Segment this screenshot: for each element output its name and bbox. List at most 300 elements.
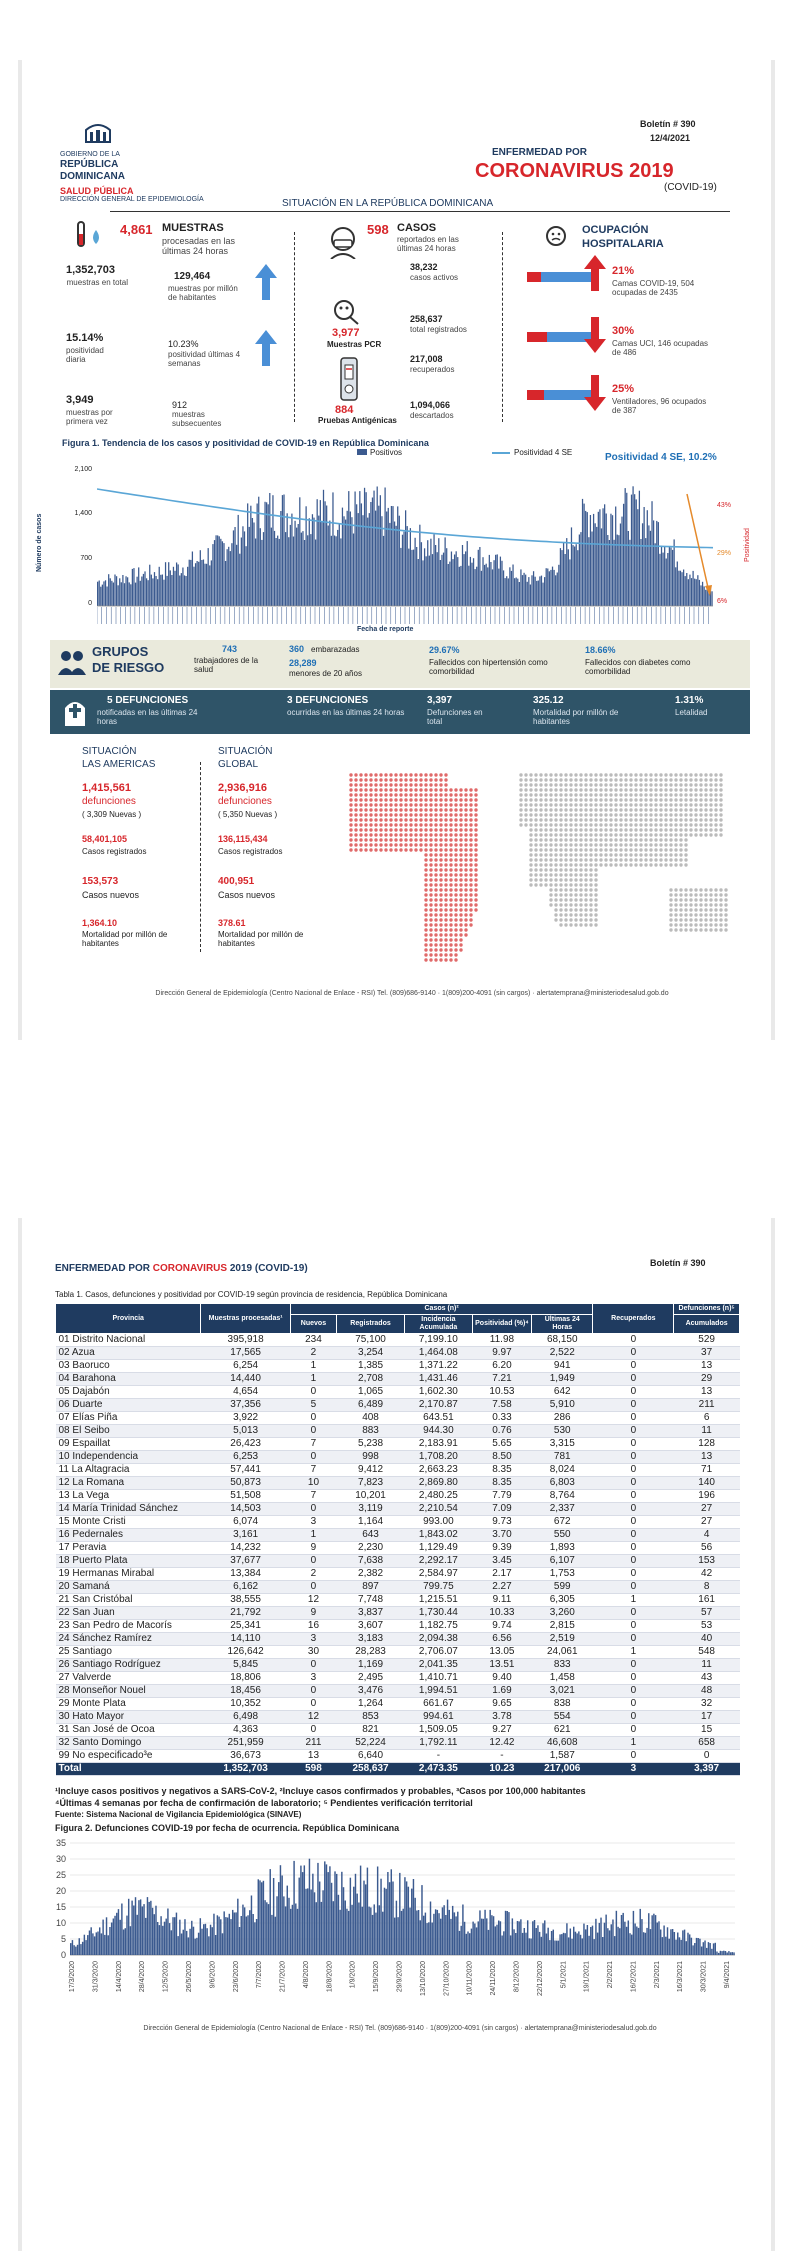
map-dot-americas — [429, 943, 432, 946]
fig1-bar — [361, 503, 362, 606]
cell-provincia: 16 Pedernales — [56, 1529, 201, 1542]
map-dot-americas — [474, 828, 477, 831]
fig1-bar — [122, 575, 123, 606]
map-dot — [714, 813, 717, 816]
map-dot — [654, 858, 657, 861]
fig1-bar — [113, 583, 114, 607]
map-dot-americas — [389, 843, 392, 846]
fig1-bar — [471, 563, 472, 606]
fig2-bar — [227, 1918, 228, 1956]
map-dot — [654, 803, 657, 806]
map-dot — [674, 893, 677, 896]
map-dot-americas — [444, 938, 447, 941]
map-dot — [684, 923, 687, 926]
cell-provincia: 29 Monte Plata — [56, 1698, 201, 1711]
americas-title2: LAS AMERICAS — [82, 759, 156, 770]
map-dot-americas — [424, 808, 427, 811]
map-dot-americas — [439, 773, 442, 776]
map-dot-americas — [374, 783, 377, 786]
map-dot — [649, 863, 652, 866]
fig2-xtick: 9/4/2021 — [724, 1961, 731, 1989]
fig2-bar — [607, 1928, 608, 1955]
map-dot — [559, 913, 562, 916]
map-dot — [579, 913, 582, 916]
map-dot — [524, 778, 527, 781]
cell-nuevos: 0 — [290, 1503, 336, 1516]
cell-positividad: 9.39 — [472, 1542, 531, 1555]
fig2-bar — [293, 1861, 294, 1955]
map-dot-americas — [384, 823, 387, 826]
fig1-bar — [364, 488, 365, 606]
map-dot-americas — [424, 803, 427, 806]
map-dot — [689, 793, 692, 796]
fig1-bar — [527, 582, 528, 606]
fig2-bar — [503, 1931, 504, 1955]
map-dot — [594, 808, 597, 811]
map-dot-americas — [409, 843, 412, 846]
map-dot — [589, 823, 592, 826]
map-dot-americas — [359, 813, 362, 816]
map-dot-americas — [364, 783, 367, 786]
cell-nuevos: 2 — [290, 1347, 336, 1360]
map-dot — [554, 888, 557, 891]
map-dot — [594, 783, 597, 786]
cell-acumulados: 548 — [674, 1646, 740, 1659]
map-dot-americas — [454, 898, 457, 901]
map-dot-americas — [459, 828, 462, 831]
casos-pcr-label: Muestras PCR — [327, 340, 382, 349]
map-dot — [544, 793, 547, 796]
map-dot — [629, 773, 632, 776]
map-dot — [559, 783, 562, 786]
map-dot — [609, 843, 612, 846]
map-dot-americas — [459, 888, 462, 891]
map-dot — [669, 913, 672, 916]
cell-acumulados: 40 — [674, 1633, 740, 1646]
map-dot-americas — [379, 793, 382, 796]
fig1-bar — [152, 578, 153, 606]
map-dot — [604, 863, 607, 866]
map-dot — [524, 793, 527, 796]
fig2-bar — [614, 1936, 615, 1955]
fig1-bar — [571, 527, 572, 606]
map-dot — [564, 798, 567, 801]
table-row — [56, 1555, 740, 1568]
map-dot — [669, 788, 672, 791]
map-dot-americas — [459, 823, 462, 826]
map-dot — [569, 808, 572, 811]
map-dot-americas — [439, 888, 442, 891]
map-dot — [679, 858, 682, 861]
map-dot-americas — [449, 908, 452, 911]
map-dot-americas — [439, 848, 442, 851]
fig1-bar — [576, 544, 577, 606]
map-dot-americas — [389, 808, 392, 811]
map-dot — [524, 783, 527, 786]
deaths-occurred-24h-label: ocurridas en las últimas 24 horas — [287, 708, 405, 717]
map-dot — [634, 783, 637, 786]
map-dot-americas — [379, 838, 382, 841]
fig2-bar — [631, 1935, 632, 1955]
fig1-bar — [392, 506, 393, 606]
fig2-bar — [583, 1924, 584, 1955]
map-dot — [594, 863, 597, 866]
casos-total-label: total registrados — [410, 325, 467, 334]
fig1-bar — [250, 506, 251, 606]
map-dot — [629, 783, 632, 786]
map-dot — [709, 773, 712, 776]
map-dot — [704, 888, 707, 891]
map-dot-americas — [369, 818, 372, 821]
map-dot — [559, 828, 562, 831]
map-dot — [574, 828, 577, 831]
cell-acumulados: 32 — [674, 1698, 740, 1711]
map-dot — [719, 773, 722, 776]
map-dot — [689, 928, 692, 931]
health-workers-count: 743 — [222, 644, 238, 654]
casos-desc: reportados en las últimas 24 horas — [397, 235, 459, 253]
map-dot-americas — [354, 783, 357, 786]
map-dot — [649, 808, 652, 811]
map-dot — [574, 853, 577, 856]
map-dot-americas — [379, 803, 382, 806]
map-dot — [594, 823, 597, 826]
fig2-bar — [165, 1919, 166, 1955]
fig1-bar — [220, 539, 221, 606]
map-dot — [554, 803, 557, 806]
map-dot — [724, 888, 727, 891]
map-dot — [559, 853, 562, 856]
map-dot — [539, 833, 542, 836]
fig2-bar — [176, 1913, 177, 1955]
map-dot — [534, 868, 537, 871]
map-dot — [574, 813, 577, 816]
cell-registrados: 3,837 — [337, 1607, 405, 1620]
map-dot — [584, 783, 587, 786]
map-dot — [679, 923, 682, 926]
fig1-bar — [410, 528, 411, 606]
total-nuevos: 598 — [290, 1763, 336, 1776]
fig2-xtick: 29/9/2020 — [396, 1961, 404, 1993]
map-dot-americas — [424, 943, 427, 946]
map-dot — [689, 798, 692, 801]
map-dot — [709, 903, 712, 906]
map-dot-americas — [474, 908, 477, 911]
map-dot-americas — [384, 813, 387, 816]
fig1-ylabel: Número de casos — [36, 513, 43, 572]
cell-positividad: 7.79 — [472, 1490, 531, 1503]
map-dot — [614, 793, 617, 796]
fig2-bar — [704, 1941, 705, 1956]
map-dot-americas — [444, 903, 447, 906]
map-dot — [659, 793, 662, 796]
cell-provincia: 15 Monte Cristi — [56, 1516, 201, 1529]
fig2-bar — [181, 1934, 182, 1956]
map-dot — [589, 808, 592, 811]
cell-registrados: 3,183 — [337, 1633, 405, 1646]
map-dot — [614, 838, 617, 841]
fig2-bar — [333, 1901, 334, 1955]
fig2-bar — [297, 1909, 298, 1955]
fig1-bar — [189, 560, 190, 606]
map-dot — [594, 788, 597, 791]
map-dot — [694, 828, 697, 831]
fig1-bar — [384, 488, 385, 607]
fig1-bar — [337, 530, 338, 606]
cell-acumulados: 13 — [674, 1360, 740, 1373]
map-dot — [689, 893, 692, 896]
map-dot — [649, 833, 652, 836]
map-dot — [629, 788, 632, 791]
map-dot — [544, 858, 547, 861]
fig1-bar — [227, 549, 228, 606]
map-dot — [624, 813, 627, 816]
cell-muestras: 251,959 — [201, 1737, 290, 1750]
map-dot — [639, 773, 642, 776]
fig2-xtick: 16/3/2021 — [677, 1961, 685, 1993]
map-dot — [609, 778, 612, 781]
fig1-bar — [419, 525, 420, 606]
map-dot — [674, 788, 677, 791]
map-dot — [539, 773, 542, 776]
map-dot — [584, 863, 587, 866]
map-dot — [719, 903, 722, 906]
fig2-bar — [703, 1942, 704, 1955]
map-dot — [559, 838, 562, 841]
fig2-bar — [254, 1922, 255, 1955]
cell-registrados: 998 — [337, 1451, 405, 1464]
fig2-bar — [126, 1916, 127, 1955]
fig2-bar — [599, 1923, 600, 1955]
cell-incidencia: 2,480.25 — [404, 1490, 472, 1503]
fig2-bar — [421, 1885, 422, 1955]
fig2-bar — [428, 1922, 429, 1955]
map-dot — [689, 783, 692, 786]
map-dot — [574, 823, 577, 826]
map-dot — [694, 888, 697, 891]
fig1-bar — [596, 527, 597, 606]
cell-ultimas: 0 — [593, 1490, 674, 1503]
mortality-rate-label: Mortalidad por millón de habitantes — [533, 708, 619, 726]
map-dot — [579, 813, 582, 816]
map-dot-americas — [474, 793, 477, 796]
map-dot-americas — [429, 778, 432, 781]
fig1-bar — [234, 527, 235, 606]
fig1-bar — [230, 551, 231, 606]
map-dot-americas — [434, 928, 437, 931]
map-dot — [624, 853, 627, 856]
fig1-bar — [190, 560, 191, 606]
map-dot — [619, 833, 622, 836]
map-dot-americas — [459, 853, 462, 856]
map-dot — [549, 893, 552, 896]
fig2-bar — [500, 1921, 501, 1955]
map-dot — [679, 813, 682, 816]
map-dot — [569, 898, 572, 901]
fig1-bar — [339, 524, 340, 606]
fig1-bar — [127, 577, 128, 606]
map-dot-americas — [409, 788, 412, 791]
fig2-bar — [680, 1940, 681, 1955]
cell-nuevos: 12 — [290, 1594, 336, 1607]
map-dot-americas — [374, 803, 377, 806]
map-dot-americas — [429, 813, 432, 816]
map-dot-americas — [474, 868, 477, 871]
table-row — [56, 1386, 740, 1399]
map-dot — [654, 838, 657, 841]
map-dot — [664, 823, 667, 826]
map-dot-americas — [434, 803, 437, 806]
map-dot — [679, 913, 682, 916]
people-group-icon — [57, 647, 87, 677]
map-dot-americas — [374, 843, 377, 846]
cell-provincia: 13 La Vega — [56, 1490, 201, 1503]
minors-count: 28,289 — [289, 658, 317, 668]
map-dot-americas — [429, 903, 432, 906]
map-dot-americas — [469, 903, 472, 906]
title-code: (COVID-19) — [664, 182, 717, 193]
map-dot-americas — [474, 833, 477, 836]
fig1-bar — [396, 526, 397, 606]
map-dot — [689, 823, 692, 826]
map-dot — [624, 818, 627, 821]
map-dot — [584, 838, 587, 841]
fig1-bar — [223, 543, 224, 606]
map-dot — [699, 918, 702, 921]
map-dot-americas — [464, 818, 467, 821]
fig2-bar — [455, 1916, 456, 1955]
map-dot — [534, 833, 537, 836]
map-dot — [584, 878, 587, 881]
fig1-bar — [274, 531, 275, 606]
fig2-bar — [97, 1932, 98, 1956]
map-dot-americas — [439, 843, 442, 846]
fig2-bar — [397, 1917, 398, 1955]
fig2-bar — [223, 1911, 224, 1955]
map-dot — [589, 793, 592, 796]
map-dot-americas — [399, 818, 402, 821]
fig2-bar — [438, 1913, 439, 1955]
fig1-bar — [497, 554, 498, 606]
fig1-annotation: Positividad 4 SE, 10.2% — [605, 452, 717, 463]
map-dot-americas — [464, 858, 467, 861]
fig2-bar — [401, 1911, 402, 1955]
map-dot-americas — [424, 778, 427, 781]
map-dot — [624, 823, 627, 826]
map-dot — [679, 853, 682, 856]
map-dot-americas — [454, 908, 457, 911]
map-dot — [639, 863, 642, 866]
fig1-bar — [260, 528, 261, 606]
fig2-bar — [118, 1909, 119, 1955]
map-dot-americas — [444, 803, 447, 806]
map-dot — [559, 908, 562, 911]
fig2-bar — [73, 1945, 74, 1955]
map-dot-americas — [434, 863, 437, 866]
map-dot — [694, 808, 697, 811]
cell-provincia: 14 María Trinidad Sánchez — [56, 1503, 201, 1516]
map-dot-americas — [414, 838, 417, 841]
map-dot-americas — [414, 848, 417, 851]
map-dot-americas — [429, 858, 432, 861]
casos-antigen-label: Pruebas Antigénicas — [318, 416, 397, 425]
map-dot — [539, 818, 542, 821]
map-dot-americas — [469, 848, 472, 851]
map-dot-americas — [449, 853, 452, 856]
map-dot — [694, 803, 697, 806]
map-dot — [684, 893, 687, 896]
map-dot — [579, 808, 582, 811]
fig2-ytick: 0 — [60, 1950, 66, 1960]
fig2-bar — [135, 1897, 136, 1955]
fig2-ytick: 15 — [55, 1902, 66, 1912]
map-dot — [579, 918, 582, 921]
map-dot — [544, 773, 547, 776]
fig1-bar — [279, 539, 280, 606]
cell-provincia: 18 Puerto Plata — [56, 1555, 201, 1568]
fig1-bar — [208, 548, 209, 606]
vent-pct: 25% — [612, 383, 635, 395]
fig1-bar — [165, 562, 166, 606]
map-dot — [524, 823, 527, 826]
cell-provincia: 24 Sánchez Ramírez — [56, 1633, 201, 1646]
fig1-bar — [429, 556, 430, 606]
map-dot — [689, 908, 692, 911]
cell-acumulados: 6 — [674, 1412, 740, 1425]
map-dot — [679, 903, 682, 906]
map-dot — [559, 848, 562, 851]
fig1-bar — [271, 528, 272, 606]
map-dot — [699, 818, 702, 821]
map-dot-americas — [414, 793, 417, 796]
cell-positividad: 3.45 — [472, 1555, 531, 1568]
map-dot-americas — [429, 848, 432, 851]
map-dot-americas — [444, 893, 447, 896]
fig1-bar — [432, 554, 433, 606]
map-dot — [574, 863, 577, 866]
map-dot — [584, 908, 587, 911]
map-dot — [684, 823, 687, 826]
map-dot — [574, 818, 577, 821]
fig2-bar — [298, 1878, 299, 1955]
fig2-bar — [171, 1930, 172, 1955]
fig2-bar — [449, 1910, 450, 1955]
map-dot-americas — [454, 868, 457, 871]
fig2-bar — [674, 1932, 675, 1955]
map-dot-americas — [474, 903, 477, 906]
fig2-bar — [600, 1918, 601, 1955]
map-dot-americas — [374, 798, 377, 801]
cell-incidencia: 2,183.91 — [404, 1438, 472, 1451]
map-dot — [699, 778, 702, 781]
cell-recuperados: 833 — [532, 1659, 593, 1672]
fig2-bar — [660, 1930, 661, 1956]
map-dot — [679, 918, 682, 921]
cell-registrados: 1,264 — [337, 1698, 405, 1711]
column-divider — [294, 232, 295, 422]
fig2-bar — [285, 1906, 286, 1955]
fig2-bar — [130, 1926, 131, 1955]
muestras-total-label: muestras en total — [66, 278, 128, 287]
map-dot — [529, 778, 532, 781]
map-dot-americas — [374, 773, 377, 776]
map-dot — [679, 823, 682, 826]
map-dot-americas — [354, 798, 357, 801]
map-dot — [604, 833, 607, 836]
map-dot — [654, 853, 657, 856]
map-dot — [619, 778, 622, 781]
fig2-xtick: 8/12/2020 — [513, 1961, 521, 1993]
